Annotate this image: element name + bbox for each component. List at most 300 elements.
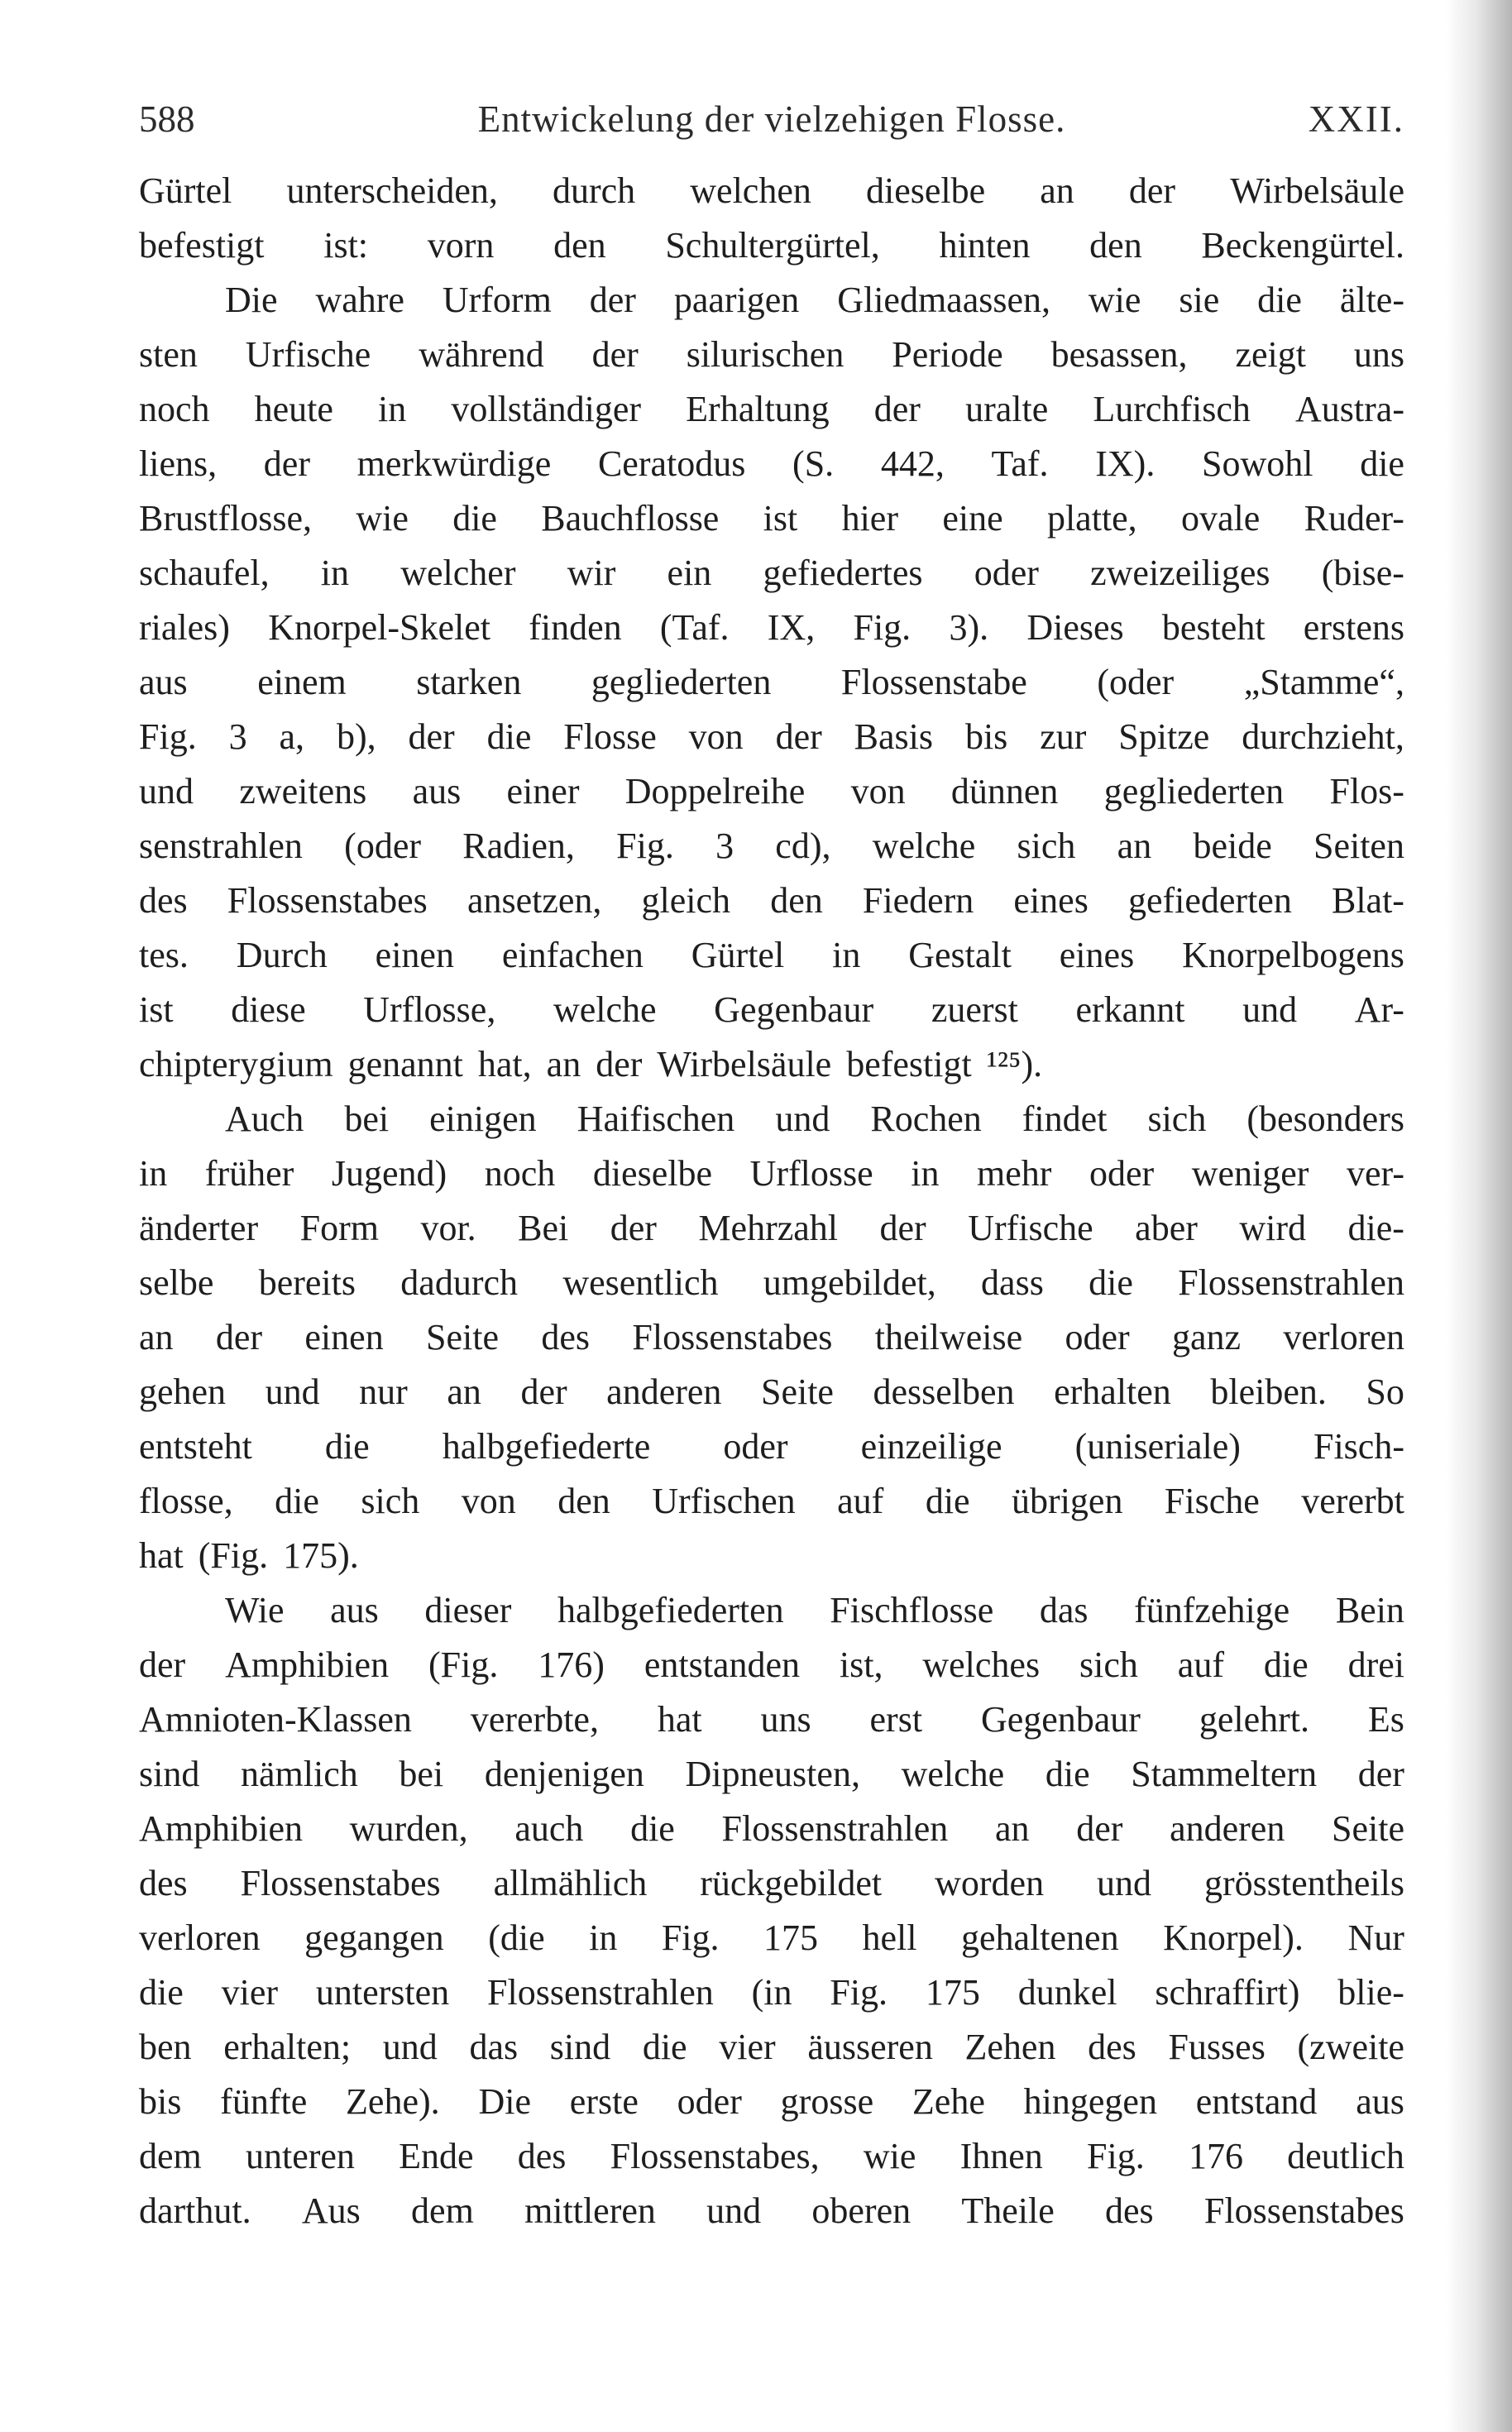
word: vier xyxy=(719,2027,776,2067)
word: deutlich xyxy=(1287,2136,1404,2176)
text-line xyxy=(139,764,1404,819)
word: Flossenstrahlen xyxy=(487,1972,714,2013)
paragraph xyxy=(139,164,1404,273)
word: halbgefiederte xyxy=(442,1426,651,1467)
word: welches xyxy=(922,1644,1041,1685)
word: der xyxy=(1128,170,1176,211)
word: oder xyxy=(723,1426,788,1467)
word: welche xyxy=(872,826,976,866)
word: gleich xyxy=(641,880,731,921)
word: der xyxy=(596,1044,643,1084)
word: wir xyxy=(567,553,616,593)
word: Zehe xyxy=(912,2081,985,2122)
text-line xyxy=(139,1692,1404,1747)
word: gehaltenen xyxy=(961,1917,1119,1958)
word: dem xyxy=(139,2136,202,2176)
word: der xyxy=(263,443,310,484)
word: des xyxy=(1088,2027,1136,2067)
paragraph xyxy=(139,1092,1404,1583)
word: 175 xyxy=(925,1972,980,2013)
word: ovale xyxy=(1181,498,1261,539)
text-line xyxy=(139,1583,1404,1638)
word: die xyxy=(275,1481,319,1521)
word: schaufel, xyxy=(139,553,270,593)
word: IX). xyxy=(1095,443,1156,484)
word: paarigen xyxy=(673,280,800,320)
word: an xyxy=(447,1372,481,1412)
word: unterscheiden, xyxy=(286,170,498,211)
word: unteren xyxy=(245,2136,355,2176)
word: Seite xyxy=(426,1317,500,1357)
word: Periode xyxy=(892,334,1003,375)
word: in xyxy=(378,389,407,429)
word: 442, xyxy=(880,443,945,484)
word: dieselbe xyxy=(592,1153,712,1194)
word: platte, xyxy=(1046,498,1137,539)
word: hat, xyxy=(477,1044,532,1084)
word: noch xyxy=(139,389,210,429)
word: vererbt xyxy=(1301,1481,1404,1521)
word: tes. xyxy=(139,935,189,975)
word: Stammeltern xyxy=(1131,1754,1318,1794)
word: äusseren xyxy=(807,2027,933,2067)
word: des xyxy=(517,2136,567,2176)
word: die xyxy=(642,2027,687,2067)
word: Urfische xyxy=(245,334,371,375)
text-line xyxy=(139,1529,1404,1583)
word: Urform xyxy=(442,280,552,320)
word: zweizeiliges xyxy=(1090,553,1270,593)
word: riales) xyxy=(139,607,230,648)
word: merkwürdige xyxy=(356,443,552,484)
word: in xyxy=(832,935,861,975)
word: starken xyxy=(416,662,522,702)
word: sich xyxy=(361,1481,420,1521)
word: des xyxy=(139,1863,188,1903)
word: erste xyxy=(569,2081,639,2122)
word: in xyxy=(589,1917,618,1958)
word: von xyxy=(850,771,906,811)
word: an xyxy=(1117,826,1152,866)
word: flosse, xyxy=(139,1481,233,1521)
paragraph xyxy=(139,273,1404,1092)
word: oder xyxy=(1089,1153,1155,1194)
text-line xyxy=(139,1037,1404,1092)
word: in xyxy=(320,553,350,593)
word: ¹²⁵). xyxy=(986,1044,1043,1084)
word: einigen xyxy=(429,1099,537,1139)
word: Wirbelsäule xyxy=(1230,170,1404,211)
word: durch xyxy=(552,170,636,211)
word: dadurch xyxy=(400,1262,519,1303)
word: der xyxy=(610,1208,657,1248)
word: die xyxy=(1360,443,1404,484)
word: (Taf. xyxy=(659,607,730,648)
word: zweitens xyxy=(239,771,367,811)
word: einen xyxy=(304,1317,384,1357)
paragraph xyxy=(139,1583,1404,2238)
word: wurden, xyxy=(349,1808,468,1849)
word: sten xyxy=(139,334,198,375)
word: Ceratodus xyxy=(597,443,746,484)
word: und xyxy=(1097,1863,1152,1903)
text-line xyxy=(139,2129,1404,2184)
word: auf xyxy=(837,1481,884,1521)
word: Erhaltung xyxy=(686,389,830,429)
word: Wirbelsäule xyxy=(657,1044,832,1084)
word: einer xyxy=(506,771,580,811)
word: Die xyxy=(478,2081,531,2122)
word: aus xyxy=(412,771,462,811)
word: sind xyxy=(139,1754,200,1794)
word: (zweite xyxy=(1297,2027,1404,2067)
word: besteht xyxy=(1161,607,1266,648)
word: bereits xyxy=(258,1262,356,1303)
word: 175 xyxy=(763,1917,819,1958)
word: Gegenbaur xyxy=(980,1699,1141,1740)
word: wird xyxy=(1239,1208,1307,1248)
word: Dipneusten, xyxy=(685,1754,860,1794)
word: darthut. xyxy=(139,2190,251,2231)
word: sind xyxy=(549,2027,611,2067)
word: aus xyxy=(139,662,188,702)
word: und xyxy=(775,1099,830,1139)
word: hingegen xyxy=(1023,2081,1157,2122)
word: auf xyxy=(1177,1644,1224,1685)
word: fünfte xyxy=(220,2081,308,2122)
word: vererbte, xyxy=(470,1699,599,1740)
word: und xyxy=(265,1372,320,1412)
word: (die xyxy=(488,1917,545,1958)
word: Flossenstabe xyxy=(840,662,1027,702)
word: (bise- xyxy=(1321,553,1404,593)
page-edge-shadow xyxy=(1446,0,1512,2432)
word: vollständiger xyxy=(451,389,642,429)
word: bis xyxy=(964,716,1008,757)
word: findet xyxy=(1022,1099,1108,1139)
word: den xyxy=(1089,225,1142,266)
word: einfachen xyxy=(501,935,644,975)
word: Radien, xyxy=(462,826,575,866)
text-line xyxy=(139,1856,1404,1911)
word: (uniseriale) xyxy=(1074,1426,1241,1467)
word: eines xyxy=(1059,935,1135,975)
word: ist: xyxy=(323,225,369,266)
word: sich xyxy=(1017,826,1076,866)
word: oder xyxy=(677,2081,742,2122)
word: desselben xyxy=(873,1372,1015,1412)
text-line xyxy=(139,1965,1404,2020)
text-line xyxy=(139,2184,1404,2238)
word: bei xyxy=(399,1754,444,1794)
word: Rochen xyxy=(870,1099,982,1139)
word: Fischflosse xyxy=(830,1590,994,1630)
word: dass xyxy=(981,1262,1044,1303)
word: selbe xyxy=(139,1262,214,1303)
text-line xyxy=(139,1419,1404,1474)
word: Ihnen xyxy=(959,2136,1043,2176)
text-line xyxy=(139,273,1404,328)
word: blie- xyxy=(1337,1972,1404,2013)
word: Urfischen xyxy=(652,1481,796,1521)
word: hat xyxy=(657,1699,702,1740)
word: durchzieht, xyxy=(1242,716,1404,757)
text-line xyxy=(139,819,1404,874)
word: Ruder- xyxy=(1304,498,1404,539)
word: „Stamme“, xyxy=(1243,662,1404,702)
word: der xyxy=(1357,1754,1404,1794)
word: und xyxy=(1242,989,1298,1030)
word: aber xyxy=(1135,1208,1198,1248)
word: aus xyxy=(1356,2081,1404,2122)
word: oder xyxy=(974,553,1039,593)
word: eine xyxy=(942,498,1003,539)
text-line xyxy=(139,328,1404,382)
word: früher xyxy=(204,1153,294,1194)
word: die xyxy=(1257,280,1302,320)
word: welche xyxy=(553,989,657,1030)
word: die xyxy=(1045,1754,1090,1794)
word: Jugend) xyxy=(331,1153,447,1194)
word: vier xyxy=(221,1972,279,2013)
word: einzeilige xyxy=(860,1426,1002,1467)
text-line xyxy=(139,2020,1404,2075)
word: allmählich xyxy=(493,1863,648,1903)
word: Fisch- xyxy=(1313,1426,1404,1467)
word: wie xyxy=(1088,280,1141,320)
word: Fig. xyxy=(661,1917,720,1958)
word: Flosse xyxy=(563,716,657,757)
word: an xyxy=(994,1808,1030,1849)
word: die- xyxy=(1347,1208,1404,1248)
word: Dieses xyxy=(1026,607,1124,648)
text-line xyxy=(139,164,1404,218)
word: Lurchfisch xyxy=(1093,389,1251,429)
word: Urfische xyxy=(968,1208,1093,1248)
word: (oder xyxy=(344,826,422,866)
word: 3). xyxy=(949,607,989,648)
word: Fische xyxy=(1164,1481,1260,1521)
word: Fiedern xyxy=(862,880,974,921)
word: von xyxy=(461,1481,516,1521)
word: Es xyxy=(1367,1699,1404,1740)
word: Beckengürtel. xyxy=(1201,225,1404,266)
word: gegangen xyxy=(304,1917,444,1958)
word: (oder xyxy=(1097,662,1175,702)
book-page xyxy=(139,98,1404,2238)
word: Flossenstrahlen xyxy=(1178,1262,1404,1303)
word: Durch xyxy=(236,935,328,975)
word: Gegenbaur xyxy=(714,989,874,1030)
word: während xyxy=(419,334,544,375)
word: heute xyxy=(254,389,333,429)
text-line xyxy=(139,1310,1404,1365)
word: Brustflosse, xyxy=(139,498,312,539)
word: mittleren xyxy=(524,2190,656,2231)
word: die xyxy=(324,1426,370,1467)
word: Bein xyxy=(1335,1590,1404,1630)
word: den xyxy=(770,880,823,921)
word: die xyxy=(486,716,532,757)
word: Flossenstrahlen xyxy=(721,1808,949,1849)
text-line xyxy=(139,218,1404,273)
word: Sowohl xyxy=(1202,443,1313,484)
word: Ende xyxy=(399,2136,474,2176)
word: grösstentheils xyxy=(1203,1863,1404,1903)
word: halbgefiederten xyxy=(557,1590,784,1630)
word: Ar- xyxy=(1354,989,1404,1030)
word: Knorpel). xyxy=(1163,1917,1304,1958)
word: welchen xyxy=(690,170,811,211)
word: gefiederten xyxy=(1127,880,1292,921)
word: noch xyxy=(484,1153,556,1194)
text-line xyxy=(139,437,1404,491)
word: (Fig. xyxy=(428,1644,499,1685)
word: Fig. xyxy=(853,607,912,648)
word: befestigt xyxy=(846,1044,972,1084)
text-line xyxy=(139,1365,1404,1419)
word: Urflosse xyxy=(749,1153,873,1194)
word: oder xyxy=(1065,1317,1130,1357)
word: die xyxy=(452,498,497,539)
word: ist xyxy=(139,989,174,1030)
word: einen xyxy=(375,935,454,975)
word: und xyxy=(139,771,194,811)
word: denjenigen xyxy=(484,1754,644,1794)
word: uralte xyxy=(965,389,1049,429)
word: ansetzen, xyxy=(467,880,602,921)
word: gegliederten xyxy=(591,662,772,702)
word: älte- xyxy=(1339,280,1404,320)
word: hier xyxy=(841,498,898,539)
word: So xyxy=(1366,1372,1404,1412)
word: senstrahlen xyxy=(139,826,303,866)
word: einem xyxy=(257,662,347,702)
word: das xyxy=(1039,1590,1089,1630)
word: oberen xyxy=(811,2190,912,2231)
word: Fig. xyxy=(139,716,197,757)
word: zuerst xyxy=(931,989,1018,1030)
word: Amnioten-Klassen xyxy=(139,1699,412,1740)
word: anderen xyxy=(606,1372,722,1412)
word: dieselbe xyxy=(865,170,986,211)
word: wie xyxy=(356,498,409,539)
word: Flos- xyxy=(1329,771,1404,811)
word: die xyxy=(925,1481,970,1521)
word: der xyxy=(589,280,636,320)
word: (besonders xyxy=(1246,1099,1404,1139)
word: gehen xyxy=(139,1372,227,1412)
word: Seite xyxy=(760,1372,834,1412)
word: in xyxy=(911,1153,940,1194)
page-number: 588 xyxy=(139,98,195,140)
word: finden xyxy=(529,607,622,648)
text-line xyxy=(139,2075,1404,2129)
word: Knorpel-Skelet xyxy=(268,607,490,648)
word: dieser xyxy=(424,1590,512,1630)
word: erhalten; xyxy=(223,2027,352,2067)
text-line xyxy=(139,1638,1404,1692)
word: zur xyxy=(1040,716,1087,757)
word: Flossenstabes xyxy=(227,880,428,921)
word: vorn xyxy=(427,225,495,266)
word: den xyxy=(557,1481,610,1521)
word: Fig. xyxy=(830,1972,888,2013)
text-line xyxy=(139,491,1404,546)
word: bleiben. xyxy=(1210,1372,1327,1412)
word: ben xyxy=(139,2027,192,2067)
running-head xyxy=(139,98,1404,164)
word: Form xyxy=(299,1208,379,1248)
text-line xyxy=(139,1474,1404,1529)
word: ganz xyxy=(1171,1317,1242,1357)
body-text xyxy=(139,164,1404,2238)
word: schraffirt) xyxy=(1155,1972,1300,2013)
word: ein xyxy=(667,553,712,593)
word: entstanden xyxy=(644,1644,800,1685)
word: 3 xyxy=(228,716,247,757)
running-title: Entwickelung der vielzehigen Flosse. xyxy=(477,98,1066,140)
word: der xyxy=(139,1644,186,1685)
word: Amphibien xyxy=(139,1808,303,1849)
word: der xyxy=(879,1208,926,1248)
text-line xyxy=(139,1747,1404,1802)
word: sich xyxy=(1147,1099,1207,1139)
word: die xyxy=(139,1972,184,2013)
word: nämlich xyxy=(241,1754,358,1794)
word: 176) xyxy=(538,1644,605,1685)
word: der xyxy=(215,1317,263,1357)
text-line xyxy=(139,1092,1404,1147)
word: entstand xyxy=(1195,2081,1318,2122)
text-line xyxy=(139,1201,1404,1256)
word: des xyxy=(139,880,188,921)
word: Knorpelbogens xyxy=(1182,935,1404,975)
word: erstens xyxy=(1303,607,1404,648)
word: des xyxy=(541,1317,591,1357)
word: Doppelreihe xyxy=(624,771,806,811)
word: erkannt xyxy=(1075,989,1185,1030)
word: besassen, xyxy=(1050,334,1188,375)
word: Spitze xyxy=(1118,716,1210,757)
text-line xyxy=(139,601,1404,655)
word: den xyxy=(553,225,606,266)
word: der xyxy=(873,389,921,429)
word: verloren xyxy=(1283,1317,1404,1357)
word: wesentlich xyxy=(562,1262,719,1303)
word: dem xyxy=(411,2190,474,2231)
word: Gürtel xyxy=(139,170,232,211)
word: Seite xyxy=(1332,1808,1404,1849)
word: Haifischen xyxy=(577,1099,735,1139)
word: worden xyxy=(935,1863,1045,1903)
word: silurischen xyxy=(686,334,845,375)
word: Zehen xyxy=(964,2027,1056,2067)
word: uns xyxy=(1353,334,1404,375)
word: Mehrzahl xyxy=(698,1208,839,1248)
word: Schultergürtel, xyxy=(665,225,880,266)
chapter-number: XXII. xyxy=(1308,98,1404,140)
word: Austra- xyxy=(1295,389,1404,429)
word: ist xyxy=(763,498,798,539)
word: theilweise xyxy=(874,1317,1023,1357)
word: Fig. xyxy=(616,826,674,866)
text-line xyxy=(139,928,1404,983)
word: (Fig. xyxy=(198,1535,269,1576)
word: rückgebildet xyxy=(700,1863,883,1903)
word: Fig. xyxy=(1087,2136,1145,2176)
word: an xyxy=(139,1317,174,1357)
